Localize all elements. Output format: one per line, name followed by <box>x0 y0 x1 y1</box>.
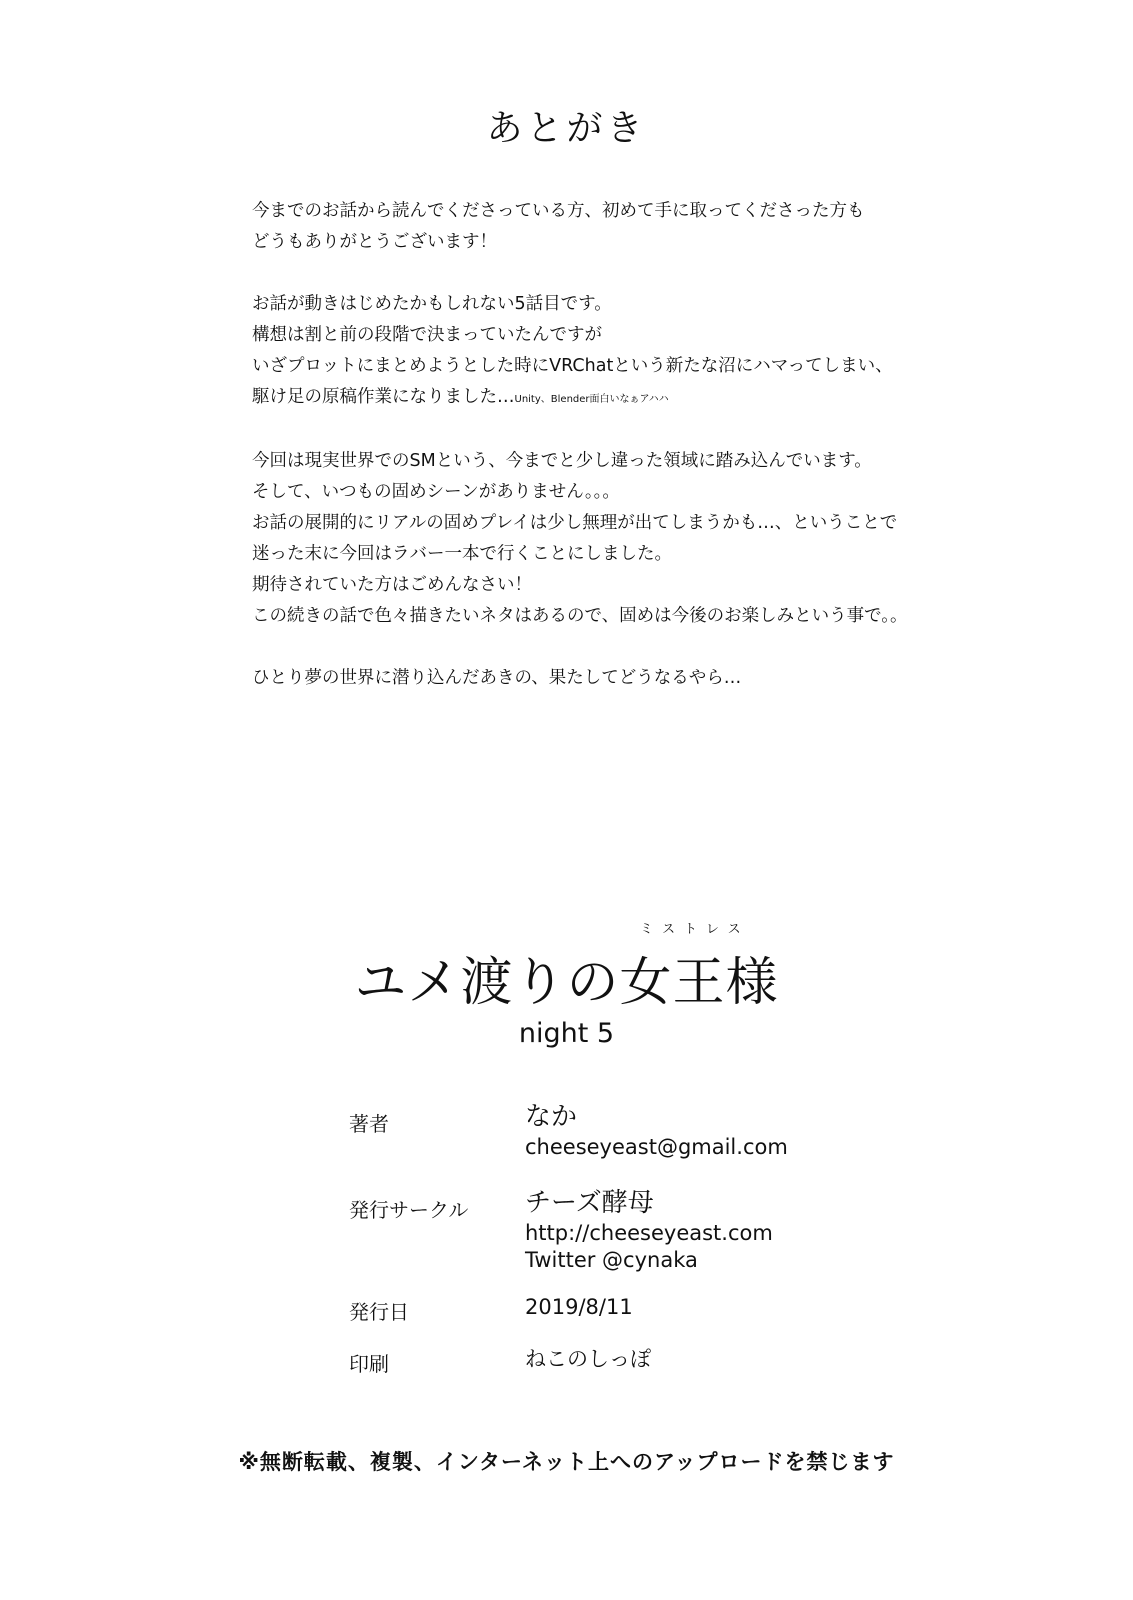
colophon-printer-label: 印刷 <box>349 1352 389 1376</box>
circle-url: http://cheeseyeast.com <box>525 1221 773 1245</box>
author-email: cheeseyeast@gmail.com <box>525 1135 788 1159</box>
afterword-line: どうもありがとうございます！ <box>252 232 497 252</box>
colophon-author-values <box>525 1100 788 1161</box>
printer-name: ねこのしっぽ <box>525 1347 651 1371</box>
circle-name: チーズ酵母 <box>525 1188 654 1218</box>
afterword-line: 今までのお話から読んでくださっている方、初めて手に取ってくださった方も <box>252 201 865 221</box>
afterword-line <box>252 382 1012 415</box>
afterword-line-main: 駆け足の原稿作業になりました… <box>252 387 515 407</box>
afterword-line: 構想は割と前の段階で決まっていたんですが <box>252 325 602 345</box>
afterword-paragraph-2 <box>252 289 1012 415</box>
colophon-author-label: 著者 <box>349 1112 389 1136</box>
afterword-paragraph-4 <box>252 663 1012 694</box>
afterword-side-note: Unity、Blender面白いなぁアハハ <box>514 394 669 405</box>
circle-twitter: Twitter @cynaka <box>525 1248 698 1272</box>
colophon-printer-values <box>525 1346 651 1373</box>
afterword-line: そして、いつもの固めシーンがありません。。。 <box>252 482 620 502</box>
afterword-line: いざプロットにまとめようとした時にVRChatという新たな沼にハマってしまい、 <box>252 356 893 376</box>
afterword-line: この続きの話で色々描きたいネタはあるので、固めは今後のお楽しみという事で。。 <box>252 606 908 626</box>
afterword-line: 迷った末に今回はラバー一本で行くことにしました。 <box>252 544 672 564</box>
colophon-date-label: 発行日 <box>349 1300 409 1324</box>
afterword-line: ひとり夢の世界に潜り込んだあきの、果たしてどうなるやら… <box>252 668 742 688</box>
afterword-line: 期待されていた方はごめんなさい！ <box>252 575 532 595</box>
author-name: なか <box>525 1102 578 1132</box>
colophon-date-values <box>525 1294 633 1321</box>
afterword-paragraph-3 <box>252 446 1012 632</box>
copyright-notice: ※無断転載、複製、インターネット上へのアップロードを禁じます <box>238 1450 895 1474</box>
book-subtitle: night 5 <box>518 1018 615 1049</box>
colophon-circle-values <box>525 1186 773 1274</box>
afterword-paragraph-1 <box>252 196 1012 258</box>
book-title-ruby: ミストレス <box>640 922 750 937</box>
publication-date: 2019/8/11 <box>525 1295 633 1319</box>
afterword-line: お話が動きはじめたかもしれない5話目です。 <box>252 294 612 314</box>
afterword-body <box>252 196 1012 725</box>
afterword-line: 今回は現実世界でのSMという、今までと少し違った領域に踏み込んでいます。 <box>252 451 872 471</box>
colophon-circle-label: 発行サークル <box>349 1198 469 1222</box>
afterword-title: あとがき <box>486 108 647 149</box>
book-title: ユメ渡りの女王様 <box>354 953 779 1013</box>
afterword-line: お話の展開的にリアルの固めプレイは少し無理が出てしまうかも…、ということで <box>252 513 898 533</box>
